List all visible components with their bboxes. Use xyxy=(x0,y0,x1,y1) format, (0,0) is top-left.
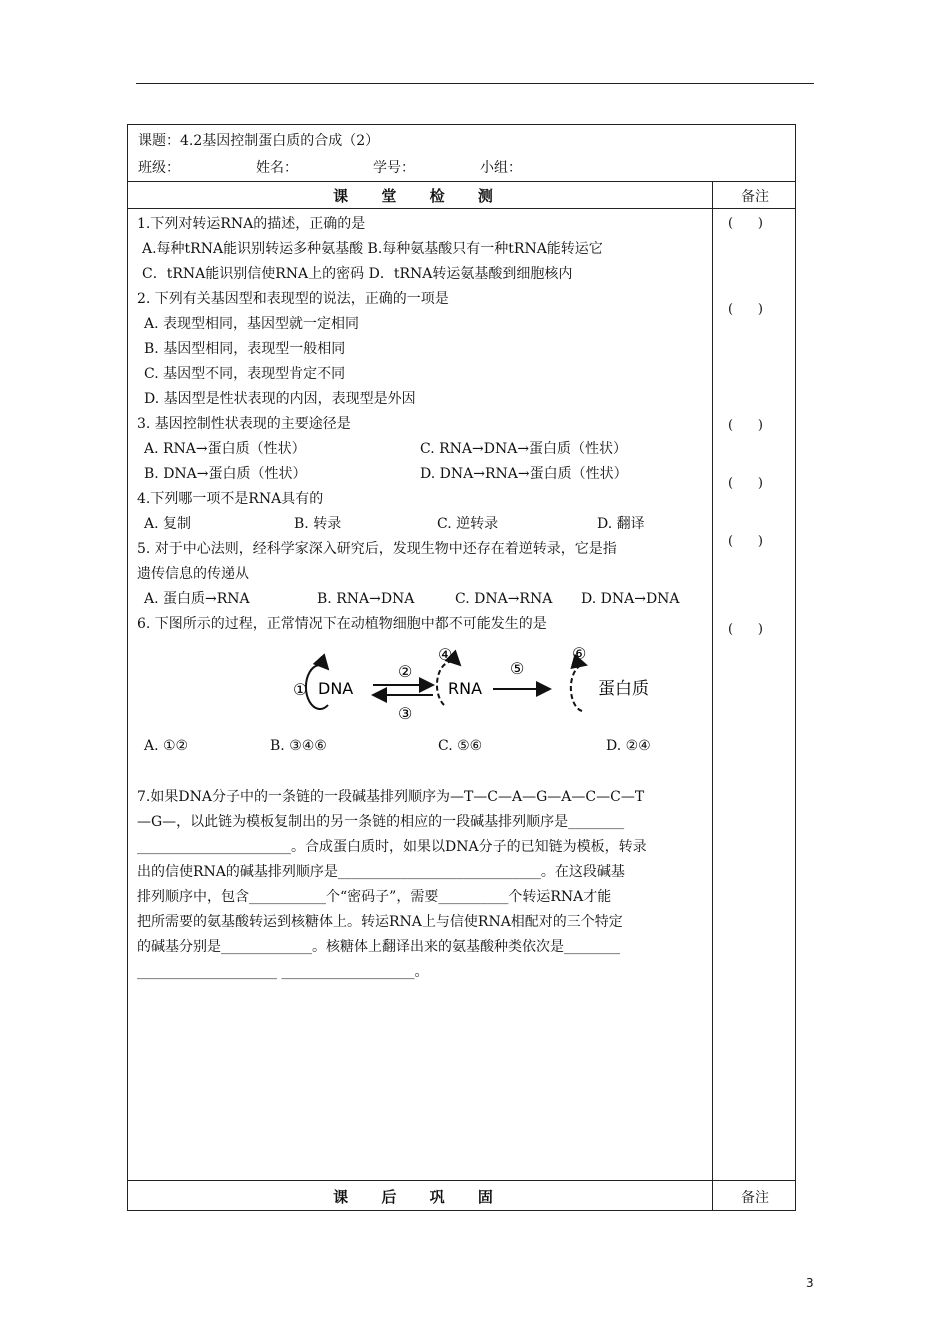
worksheet-header xyxy=(128,125,795,182)
q2-option-a: A. 表现型相同，基因型就一定相同 xyxy=(144,316,360,332)
q4-stem: 4.下列哪一项不是RNA具有的 xyxy=(137,491,324,507)
label-5: ⑤ xyxy=(510,659,525,678)
q6-stem: 6. 下图所示的过程，正常情况下在动植物细胞中都不可能发生的是 xyxy=(137,616,547,632)
section2-title: 课 后 巩 固 xyxy=(333,1188,507,1206)
q4-option-d: D. 翻译 xyxy=(597,516,645,532)
dna-label: DNA xyxy=(318,679,354,698)
header-rule xyxy=(136,83,814,84)
q1-options-ab: A.每种tRNA能识别转运多种氨基酸 B.每种氨基酸只有一种tRNA能转运它 xyxy=(142,241,603,257)
column-divider xyxy=(712,181,713,1211)
q4-option-c: C. 逆转录 xyxy=(437,516,499,532)
q6-option-d: D. ②④ xyxy=(606,738,651,754)
section-title-row xyxy=(128,181,795,209)
label-4: ④ xyxy=(438,645,453,664)
q7-line8: ____________________ ___________________。 xyxy=(137,964,429,980)
answer-bracket-q5[interactable]: ( ) xyxy=(728,534,763,549)
answer-bracket-q6[interactable]: ( ) xyxy=(728,622,763,637)
central-dogma-diagram xyxy=(288,643,668,728)
name-label: 姓名： xyxy=(256,160,298,176)
student-id-label: 学号： xyxy=(373,160,415,176)
q7-line6: 把所需要的氨基酸转运到核糖体上。转运RNA上与信使RNA相配对的三个特定 xyxy=(137,914,623,930)
answer-bracket-q4[interactable]: ( ) xyxy=(728,476,763,491)
q3-option-c: C. RNA→DNA→蛋白质（性状） xyxy=(420,441,628,457)
label-6: ⑥ xyxy=(572,644,587,663)
q3-option-d: D. DNA→RNA→蛋白质（性状） xyxy=(420,466,628,482)
q5-option-a: A. 蛋白质→RNA xyxy=(144,591,250,607)
answer-bracket-q2[interactable]: ( ) xyxy=(728,302,763,317)
q1-options-cd: C．tRNA能识别信使RNA上的密码 D．tRNA转运氨基酸到细胞核内 xyxy=(142,266,573,282)
q5-option-d: D. DNA→DNA xyxy=(581,591,680,607)
q5-stem-line2: 遗传信息的传递从 xyxy=(137,566,249,582)
page-number: 3 xyxy=(806,1276,814,1290)
section2-note-header: 备注 xyxy=(741,1190,769,1206)
protein-label: 蛋白质 xyxy=(598,679,649,699)
q7-line4: 出的信使RNA的碱基排列顺序是_____________________________。在这段碱基 xyxy=(137,864,625,880)
group-label: 小组： xyxy=(480,160,522,176)
q4-option-b: B. 转录 xyxy=(294,516,342,532)
q2-option-b: B. 基因型相同，表现型一般相同 xyxy=(144,341,346,357)
answer-bracket-q1[interactable]: ( ) xyxy=(728,216,763,231)
q2-stem: 2. 下列有关基因型和表现型的说法，正确的一项是 xyxy=(137,291,449,307)
note-header: 备注 xyxy=(741,189,769,205)
section2-title-row xyxy=(128,1180,795,1212)
q7-line3: ______________________。合成蛋白质时，如果以DNA分子的已知链为模板，转录 xyxy=(137,839,647,855)
label-2: ② xyxy=(398,662,413,681)
q2-option-c: C. 基因型不同，表现型肯定不同 xyxy=(144,366,346,382)
q7-line5: 排列顺序中，包含___________个“密码子”，需要__________个转运RNA才能 xyxy=(137,889,612,905)
label-1: ① xyxy=(293,680,308,699)
q3-stem: 3. 基因控制性状表现的主要途径是 xyxy=(137,416,351,432)
q7-line7: 的碱基分别是_____________。核糖体上翻译出来的氨基酸种类依次是________ xyxy=(137,939,620,955)
q4-option-a: A. 复制 xyxy=(144,516,192,532)
answer-bracket-q3[interactable]: ( ) xyxy=(728,418,763,433)
rna-label: RNA xyxy=(448,679,483,698)
protein-loop xyxy=(571,665,586,711)
label-3: ③ xyxy=(398,704,413,723)
q7-line2: —G—，以此链为模板复制出的另一条链的相应的一段碱基排列顺序是________ xyxy=(137,814,625,830)
q5-option-b: B. RNA→DNA xyxy=(317,591,415,607)
q6-option-a: A. ①② xyxy=(144,738,189,754)
worksheet-table xyxy=(127,124,796,1211)
q3-option-a: A. RNA→蛋白质（性状） xyxy=(144,441,306,457)
q6-option-c: C. ⑤⑥ xyxy=(438,738,483,754)
class-label: 班级： xyxy=(138,160,180,176)
q5-stem-line1: 5. 对于中心法则，经科学家深入研究后，发现生物中还存在着逆转录，它是指 xyxy=(137,541,617,557)
q7-line1: 7.如果DNA分子中的一条链的一段碱基排列顺序为—T—C—A—G—A—C—C—T xyxy=(137,789,645,805)
q3-option-b: B. DNA→蛋白质（性状） xyxy=(144,466,307,482)
q6-option-b: B. ③④⑥ xyxy=(270,738,327,754)
q1-stem: 1.下列对转运RNA的描述，正确的是 xyxy=(137,216,366,232)
q2-option-d: D. 基因型是性状表现的内因，表现型是外因 xyxy=(144,391,416,407)
topic: 课题：4.2基因控制蛋白质的合成（2） xyxy=(138,133,380,149)
q5-option-c: C. DNA→RNA xyxy=(455,591,553,607)
section-title: 课 堂 检 测 xyxy=(333,187,507,205)
